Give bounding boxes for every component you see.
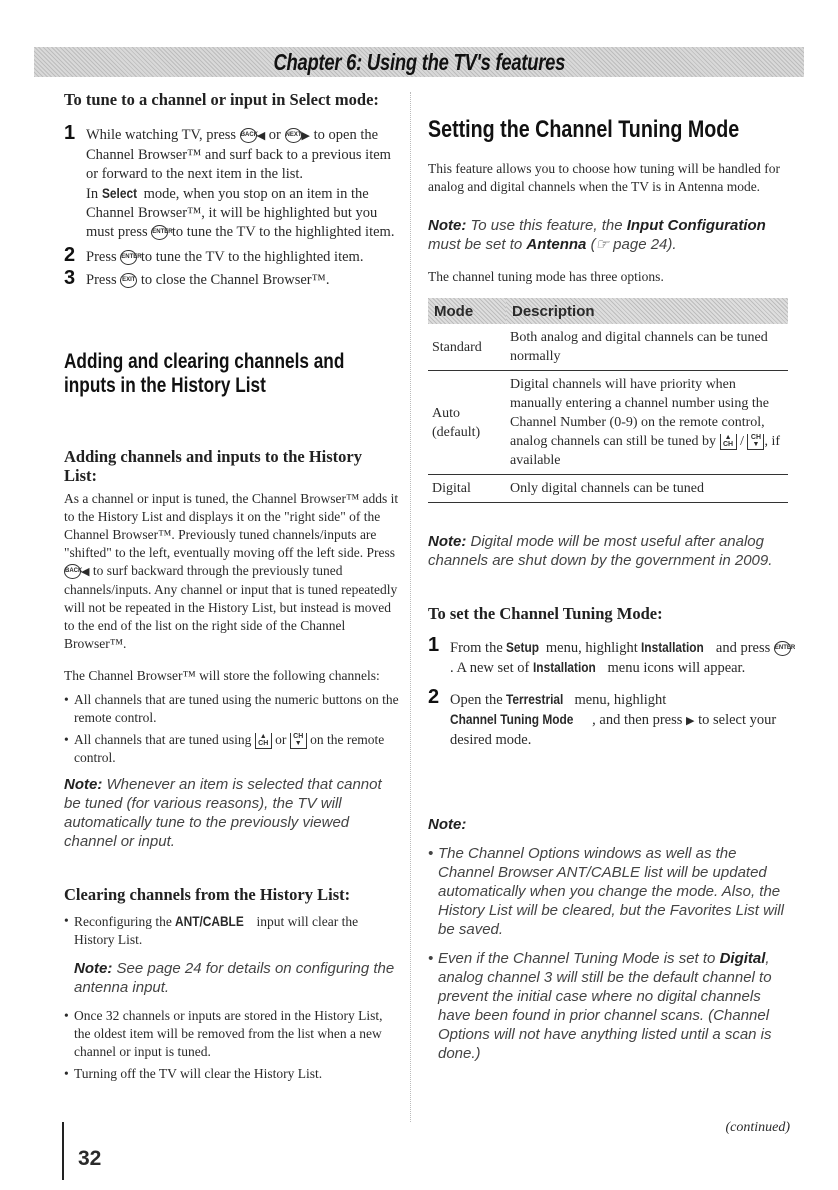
- table-row: Digital Only digital channels can be tuned: [428, 475, 788, 503]
- history-list-heading: Adding and clearing channels and inputs in the History List: [64, 350, 345, 397]
- mode-table: [428, 298, 788, 503]
- note: Note: To use this feature, the Input Configuration must be set to Antenna (☞ page 24).: [428, 217, 766, 253]
- list-item: • The Channel Options windows as well as the Channel Browser ANT/CABLE list will be updated automatically when you change the mode. Also, the History List will be cleared, but the Favorites List will be saved.: [428, 844, 793, 939]
- note: Note: Digital mode will be most useful after analog channels are shut down by the government in 2009.: [428, 533, 773, 569]
- options-text: The channel tuning mode has three options.: [428, 269, 664, 284]
- step-2: 2 Open the Terrestrial menu, highlight Channel Tuning Mode , and then press ▶ to select your desired mode.: [428, 686, 777, 748]
- column-divider: [410, 92, 411, 1122]
- chapter-title: Chapter 6: Using the TV's features: [273, 49, 565, 75]
- right-arrow-icon: ▶: [301, 130, 310, 142]
- mode-table-wrap: [428, 298, 793, 503]
- clearing-body: [64, 912, 399, 1083]
- left-arrow-icon: ◀: [81, 566, 90, 578]
- clearing-heading: Clearing channels from the History List:: [64, 885, 351, 904]
- select-steps: [64, 122, 399, 290]
- exit-button-icon: EXIT: [120, 273, 137, 288]
- next-button-icon: NEXT: [285, 128, 302, 143]
- list-item: • Even if the Channel Tuning Mode is set to Digital, analog channel 3 will still be the default channel to prevent the initial case where no digital channels have been found in prior channel scans. (Channel Options will not have anything listed until a scan is done.): [428, 949, 793, 1063]
- enter-button-icon: ENTER: [151, 225, 168, 240]
- chapter-banner: [34, 47, 804, 77]
- channel-down-icon: CH ▼: [290, 733, 307, 749]
- adding-subheading: Adding channels and inputs to the History List:: [64, 447, 362, 485]
- adding-paragraph: As a channel or input is tuned, the Channel Browser™ adds it to the History List and displays it on the "right side" of the Channel Browser™. Previously tuned channels/inputs are "shifted" to the left, eventually moving off the left side. Press BACK◀ to surf backward through the previously tuned channels/inputs. Any channel or input that is tuned repeatedly will not be repeated in the History List, but instead is moved to the end of the list on the right side of the Channel Browser™.: [64, 491, 399, 651]
- set-mode-steps: [428, 634, 796, 750]
- step-1: 1 While watching TV, press BACK◀ or NEXT▶ to open the Channel Browser™ and surf back to a previous item or forward to the next item in the list. In Select mode, when you stop on an item in the Channel Browser™, it will be highlighted but you must press ENTER to tune the TV to the highlighted item.: [64, 122, 395, 240]
- enter-button-icon: ENTER: [120, 250, 137, 265]
- tuning-mode-heading: Setting the Channel Tuning Mode: [428, 116, 740, 143]
- channel-up-icon: ▲ CH: [255, 733, 272, 749]
- note: Note: Whenever an item is selected that cannot be tuned (for various reasons), the TV will automatically tune to the previously viewed channel or input.: [64, 776, 382, 850]
- list-item: • Turning off the TV will clear the History List.: [64, 1065, 399, 1083]
- enter-button-icon: ENTER: [774, 641, 791, 656]
- left-arrow-icon: ◀: [256, 130, 266, 142]
- channel-down-icon: CH ▼: [747, 434, 764, 450]
- list-item: • All channels that are tuned using the numeric buttons on the remote control.: [64, 691, 399, 727]
- list-item: • Reconfiguring the ANT/CABLE input will clear the History List.: [64, 912, 399, 949]
- table-row: Auto (default) Digital channels will have priority when manually entering a channel number using the Channel Number (0-9) on the remote control, analog channels can still be tuned by ▲ CH / CH ▼ , if available: [428, 371, 788, 475]
- step-1: 1 From the Setup menu, highlight Installation and press ENTER. A new set of Installation menu icons will appear.: [428, 634, 796, 676]
- step-3: 3 Press EXIT to close the Channel Browser™.: [64, 267, 330, 289]
- select-mode-heading: To tune to a channel or input in Select mode:: [64, 90, 379, 109]
- continued-label: (continued): [725, 1120, 790, 1135]
- store-paragraph: The Channel Browser™ will store the following channels:: [64, 668, 380, 683]
- back-button-icon: BACK: [64, 564, 81, 579]
- list-item: • All channels that are tuned using ▲ CH or CH ▼ on the remote control.: [64, 731, 399, 767]
- set-mode-heading: To set the Channel Tuning Mode:: [428, 604, 663, 623]
- note: Note: See page 24 for details on configuring the antenna input.: [74, 960, 395, 996]
- note: Note: • The Channel Options windows as well as the Channel Browser ANT/CABLE list will be updated automatically when you change the mode. Also, the History List will be cleared, but the Favorites List will be saved. • Even if the Channel Tuning Mode is set to Digital, analog channel 3 will still be the default channel to prevent the initial case where no digital channels have been found in prior channel scans. (Channel Options will not have anything listed until a scan is done.): [428, 815, 793, 1063]
- table-row: Standard Both analog and digital channels can be tuned normally: [428, 324, 788, 371]
- intro-paragraph: This feature allows you to choose how tuning will be handled for analog and digital channels when the TV is in Antenna mode.: [428, 161, 781, 194]
- history-body: [64, 490, 399, 851]
- list-item: • Once 32 channels or inputs are stored in the History List, the oldest item will be removed from the list when a new channel or input is tuned.: [64, 1007, 399, 1061]
- table-header-row: Mode Description: [428, 298, 788, 324]
- right-arrow-icon: ▶: [686, 715, 695, 727]
- step-2: 2 Press ENTER to tune the TV to the highlighted item.: [64, 244, 364, 266]
- back-button-icon: BACK: [240, 128, 257, 143]
- channel-up-icon: ▲ CH: [720, 434, 737, 450]
- page-number: 32: [62, 1122, 101, 1180]
